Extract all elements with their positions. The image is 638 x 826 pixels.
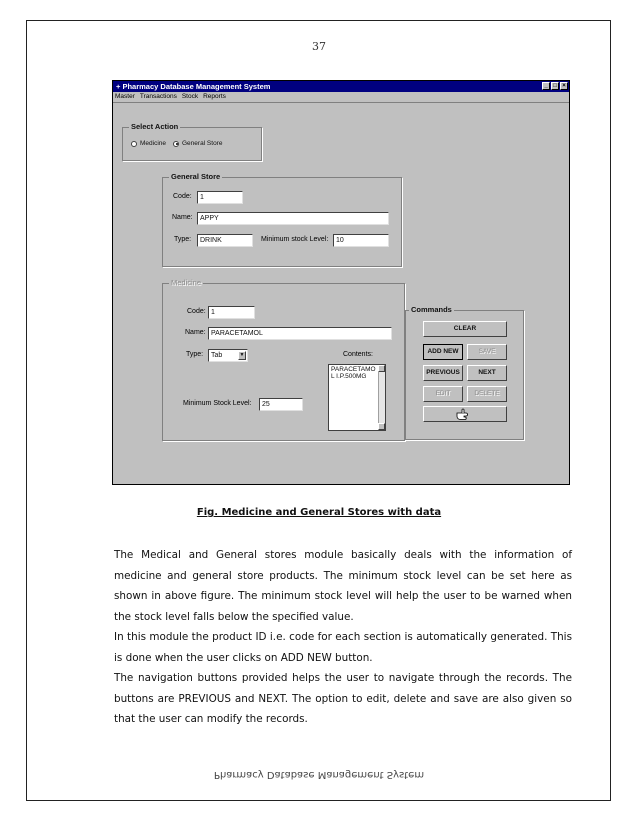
- med-name-field[interactable]: PARACETAMOL: [208, 327, 392, 340]
- previous-button[interactable]: PREVIOUS: [423, 365, 463, 381]
- scroll-up-icon[interactable]: [378, 365, 385, 372]
- radio-medicine[interactable]: [131, 140, 166, 147]
- save-button[interactable]: SAVE: [467, 344, 507, 360]
- med-type-label: Type:: [186, 351, 204, 358]
- medicine-legend: Medicine: [171, 278, 202, 287]
- select-action-legend: Select Action: [131, 122, 179, 131]
- commands-legend: Commands: [411, 305, 452, 314]
- window-controls: [542, 82, 568, 90]
- med-contents-line-1: PARACETAMO: [331, 366, 376, 373]
- vertical-scrollbar[interactable]: [378, 365, 385, 430]
- med-type-dropdown[interactable]: [208, 349, 248, 362]
- general-store-group: [162, 172, 402, 267]
- radio-medicine-dot[interactable]: [131, 141, 137, 147]
- chevron-down-icon[interactable]: ▼: [239, 352, 245, 358]
- gs-code-label: Code:: [173, 193, 192, 200]
- radio-general-store[interactable]: [173, 140, 222, 147]
- med-min-stock-label: Minimum Stock Level:: [183, 400, 252, 407]
- figure-caption: Fig. Medicine and General Stores with data: [196, 507, 442, 518]
- general-store-legend: General Store: [171, 172, 221, 181]
- add-new-button[interactable]: ADD NEW: [423, 344, 463, 360]
- menu-bar: [113, 92, 569, 103]
- med-contents-textarea[interactable]: [328, 364, 386, 431]
- menu-transactions[interactable]: Transactions: [139, 93, 177, 100]
- med-contents-label: Contents:: [343, 351, 373, 358]
- paragraph-3: The navigation buttons provided helps the user to navigate through the records. The buttons are PREVIOUS and NEXT. The option to edit, delete and save are also given so that the user can modify the records.: [114, 672, 572, 725]
- next-button[interactable]: NEXT: [467, 365, 507, 381]
- page-footer: Pharmacy Database Management System: [213, 769, 425, 780]
- gs-min-stock-field[interactable]: 10: [333, 234, 389, 247]
- clear-button[interactable]: CLEAR: [423, 321, 507, 337]
- maximize-button[interactable]: □: [551, 82, 559, 90]
- med-min-stock-field[interactable]: 25: [259, 398, 303, 411]
- gs-type-field[interactable]: DRINK: [197, 234, 253, 247]
- med-contents-line-2: L I.P.500MG: [331, 373, 367, 380]
- med-type-value: Tab: [211, 352, 223, 359]
- minimize-button[interactable]: _: [542, 82, 550, 90]
- gs-name-field[interactable]: APPY: [197, 212, 389, 225]
- body-text: [114, 545, 572, 730]
- radio-general-store-dot[interactable]: [173, 141, 179, 147]
- medicine-group: [162, 278, 405, 441]
- close-button[interactable]: ×: [560, 82, 568, 90]
- pointing-hand-icon: [456, 408, 474, 420]
- menu-master[interactable]: Master: [115, 93, 135, 100]
- paragraph-2: In this module the product ID i.e. code for each section is automatically generated. This is done when the user clicks on ADD NEW button.: [114, 631, 572, 664]
- edit-button[interactable]: EDIT: [423, 386, 463, 402]
- delete-button[interactable]: DELETE: [467, 386, 507, 402]
- select-action-group: [122, 122, 262, 161]
- window-title: + Pharmacy Database Management System: [116, 82, 271, 91]
- gs-type-label: Type:: [174, 236, 192, 243]
- med-name-label: Name:: [185, 329, 206, 336]
- page-number: 37: [312, 40, 326, 53]
- menu-reports[interactable]: Reports: [203, 93, 226, 100]
- med-code-field[interactable]: 1: [208, 306, 255, 319]
- gs-min-stock-label: Minimum stock Level:: [261, 236, 329, 243]
- med-code-label: Code:: [187, 308, 206, 315]
- exit-button[interactable]: [423, 406, 507, 422]
- gs-code-field[interactable]: 1: [197, 191, 243, 204]
- app-window: [112, 80, 570, 485]
- title-bar: [113, 81, 569, 92]
- gs-name-label: Name:: [172, 214, 193, 221]
- scroll-down-icon[interactable]: [378, 423, 385, 430]
- commands-group: [405, 305, 524, 440]
- radio-general-store-label: General Store: [182, 140, 223, 147]
- radio-medicine-label: Medicine: [140, 140, 167, 147]
- paragraph-1: The Medical and General stores module basically deals with the information of medicine and general store products. The minimum stock level can be set here as shown in above figure. The minimum stock level will help the user to be warned when the stock level falls below the specified value.: [114, 549, 572, 623]
- menu-stock[interactable]: Stock: [181, 93, 199, 100]
